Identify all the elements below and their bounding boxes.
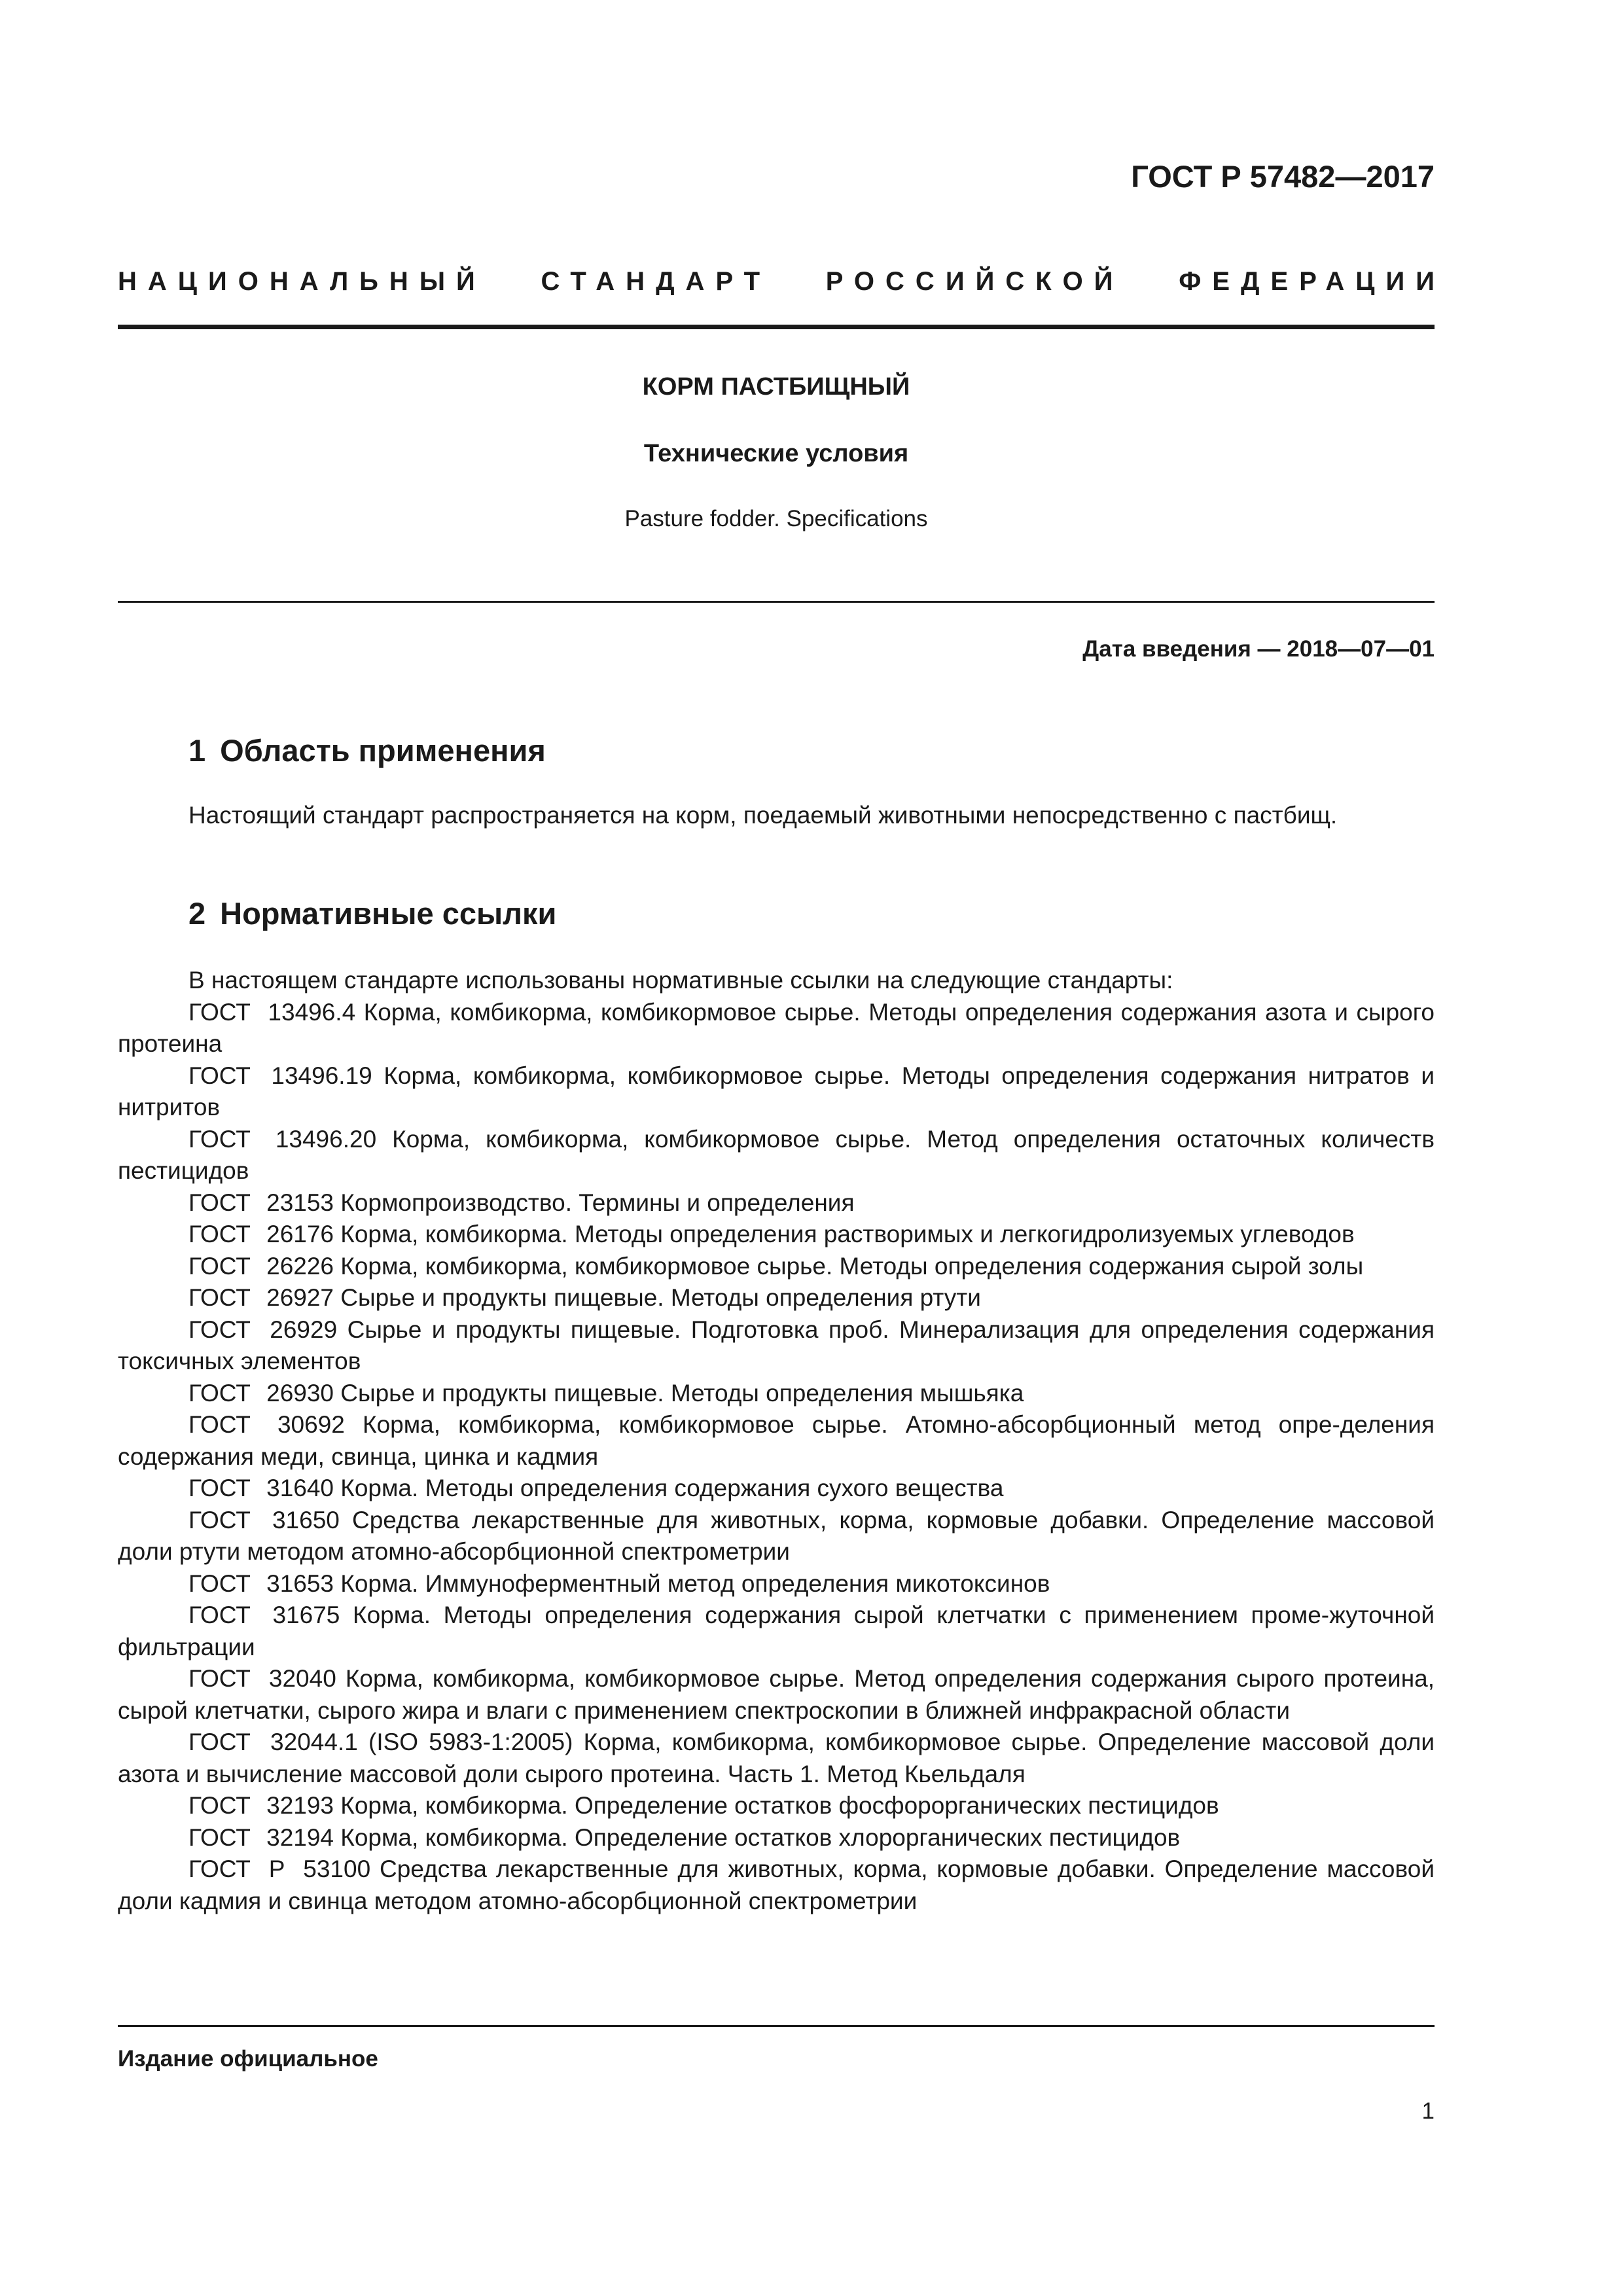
reference-code: ГОСТ 31650 <box>188 1506 340 1534</box>
reference-item <box>118 1568 1435 1600</box>
reference-item <box>118 1314 1435 1378</box>
reference-item <box>118 1219 1435 1251</box>
reference-title: Корма, комбикорма. Определение остатков хлорорганических пестицидов <box>340 1823 1181 1851</box>
reference-title: Корма, комбикорма, комбикормовое сырье. Методы определения содержания сырой золы <box>340 1252 1364 1280</box>
reference-list <box>118 997 1435 1918</box>
reference-item <box>118 1663 1435 1727</box>
references-intro: В настоящем стандарте использованы нормативные ссылки на следующие стандарты: <box>188 967 1173 994</box>
standard-subtitle: Технические условия <box>643 440 909 467</box>
reference-title: Кормопроизводство. Термины и определения <box>340 1189 855 1216</box>
section-1-heading <box>188 735 546 766</box>
reference-title: Корма, комбикорма. Определение остатков фосфорорганических пестицидов <box>340 1792 1219 1819</box>
reference-code: ГОСТ Р 53100 <box>188 1856 371 1882</box>
reference-item <box>118 1473 1435 1505</box>
reference-code: ГОСТ 13496.4 <box>188 998 356 1026</box>
reference-code: ГОСТ 30692 <box>188 1411 345 1438</box>
section-title: Нормативные ссылки <box>220 896 557 931</box>
reference-item <box>118 1409 1435 1473</box>
reference-code: ГОСТ 32044.1 <box>188 1729 358 1755</box>
reference-code: ГОСТ 32194 <box>188 1823 334 1851</box>
reference-title: Корма, комбикорма. Методы определения растворимых и легкогидролизуемых углеводов <box>340 1221 1355 1247</box>
standard-english-title: Pasture fodder. Specifications <box>624 506 928 531</box>
reference-item <box>118 997 1435 1060</box>
reference-item <box>118 1124 1435 1187</box>
reference-code: ГОСТ 26176 <box>188 1221 334 1247</box>
document-page <box>118 0 1446 2296</box>
reference-title: Сырье и продукты пищевые. Методы определения мышьяка <box>340 1379 1024 1407</box>
reference-title: Средства лекарственные для животных, корма, кормовые добавки. Определение массовой доли кадмия и свинца методом атомно-абсорбционной спектрометрии <box>118 1856 1435 1914</box>
header-divider <box>118 325 1435 329</box>
reference-item <box>118 1251 1435 1283</box>
reference-code: ГОСТ 26929 <box>188 1316 338 1343</box>
section-2-heading <box>188 898 556 929</box>
reference-item <box>118 1600 1435 1663</box>
official-edition-label: Издание официальное <box>118 2046 378 2072</box>
national-title-word: СТАНДАРТ <box>541 267 772 296</box>
reference-code: ГОСТ 13496.20 <box>188 1125 377 1153</box>
section-title: Область применения <box>220 733 546 768</box>
reference-title: Корма, комбикорма, комбикормовое сырье. Атомно-абсорбционный метод опре-деления содержания меди, свинца, цинка и кадмия <box>118 1411 1435 1470</box>
reference-code: ГОСТ 31675 <box>188 1602 340 1628</box>
reference-item <box>118 1727 1435 1790</box>
national-title-word: ФЕДЕРАЦИИ <box>1179 267 1446 296</box>
reference-title: Корма, комбикорма, комбикормовое сырье. Метод определения остаточных количеств пестицидов <box>118 1125 1435 1184</box>
reference-code: ГОСТ 26226 <box>188 1252 334 1280</box>
reference-code: ГОСТ 23153 <box>188 1189 334 1216</box>
reference-title: Корма. Иммуноферментный метод определения микотоксинов <box>340 1570 1050 1597</box>
reference-code: ГОСТ 26930 <box>188 1379 334 1407</box>
reference-item <box>118 1378 1435 1410</box>
document-number: ГОСТ Р 57482—2017 <box>1131 159 1435 194</box>
section-1-paragraph: Настоящий стандарт распространяется на корм, поедаемый животными непосредственно с пастбищ. <box>188 802 1338 829</box>
reference-code: ГОСТ 32193 <box>188 1792 334 1819</box>
reference-title: Корма, комбикорма, комбикормовое сырье. Методы определения содержания азота и сырого протеина <box>118 998 1435 1057</box>
reference-item <box>118 1187 1435 1219</box>
reference-item <box>118 1790 1435 1822</box>
reference-item <box>118 1822 1435 1854</box>
section-2-body <box>118 965 1435 1917</box>
reference-title: Корма, комбикорма, комбикормовое сырье. Метод определения содержания сырого протеина, сырой клетчатки, сырого жира и влаги с применением спектроскопии в ближней инфракрасной области <box>118 1665 1435 1724</box>
standard-title: КОРМ ПАСТБИЩНЫЙ <box>642 373 910 401</box>
reference-code: ГОСТ 13496.19 <box>188 1062 372 1089</box>
reference-title: Сырье и продукты пищевые. Методы определения ртути <box>340 1284 981 1311</box>
national-title-word: РОССИЙСКОЙ <box>825 267 1124 296</box>
reference-item <box>118 1505 1435 1568</box>
footer-divider <box>118 2025 1435 2027</box>
section-number: 1 <box>188 733 206 768</box>
reference-title: Сырье и продукты пищевые. Подготовка проб. Минерализация для определения содержания токсичных элементов <box>118 1316 1435 1374</box>
national-standard-title <box>118 267 1446 296</box>
reference-code: ГОСТ 26927 <box>188 1284 334 1311</box>
reference-code: ГОСТ 31653 <box>188 1570 334 1597</box>
reference-title: Корма. Методы определения содержания сырой клетчатки с применением проме-жуточной фильтрации <box>118 1602 1435 1660</box>
reference-item <box>118 1282 1435 1314</box>
reference-title: (ISO 5983-1:2005) Корма, комбикорма, комбикормовое сырье. Определение массовой доли азота и вычисление массовой доли сырого протеина. Часть 1. Метод Кьельдаля <box>118 1729 1435 1787</box>
section-number: 2 <box>188 896 206 931</box>
reference-title: Корма. Методы определения содержания сухого вещества <box>340 1475 1004 1501</box>
introduction-date: Дата введения — 2018—07—01 <box>1082 636 1435 662</box>
reference-item <box>118 1854 1435 1917</box>
reference-title: Корма, комбикорма, комбикормовое сырье. Методы определения содержания нитратов и нитритов <box>118 1062 1435 1121</box>
page-number: 1 <box>1421 2098 1435 2124</box>
reference-code: ГОСТ 32040 <box>188 1665 336 1692</box>
reference-code: ГОСТ 31640 <box>188 1475 334 1501</box>
reference-item <box>118 1060 1435 1124</box>
national-title-word: НАЦИОНАЛЬНЫЙ <box>118 267 486 296</box>
title-divider <box>118 601 1435 603</box>
section-1-body <box>118 800 1435 832</box>
reference-title: Средства лекарственные для животных, корма, кормовые добавки. Определение массовой доли ртути методом атомно-абсорбционной спектрометрии <box>118 1506 1435 1565</box>
